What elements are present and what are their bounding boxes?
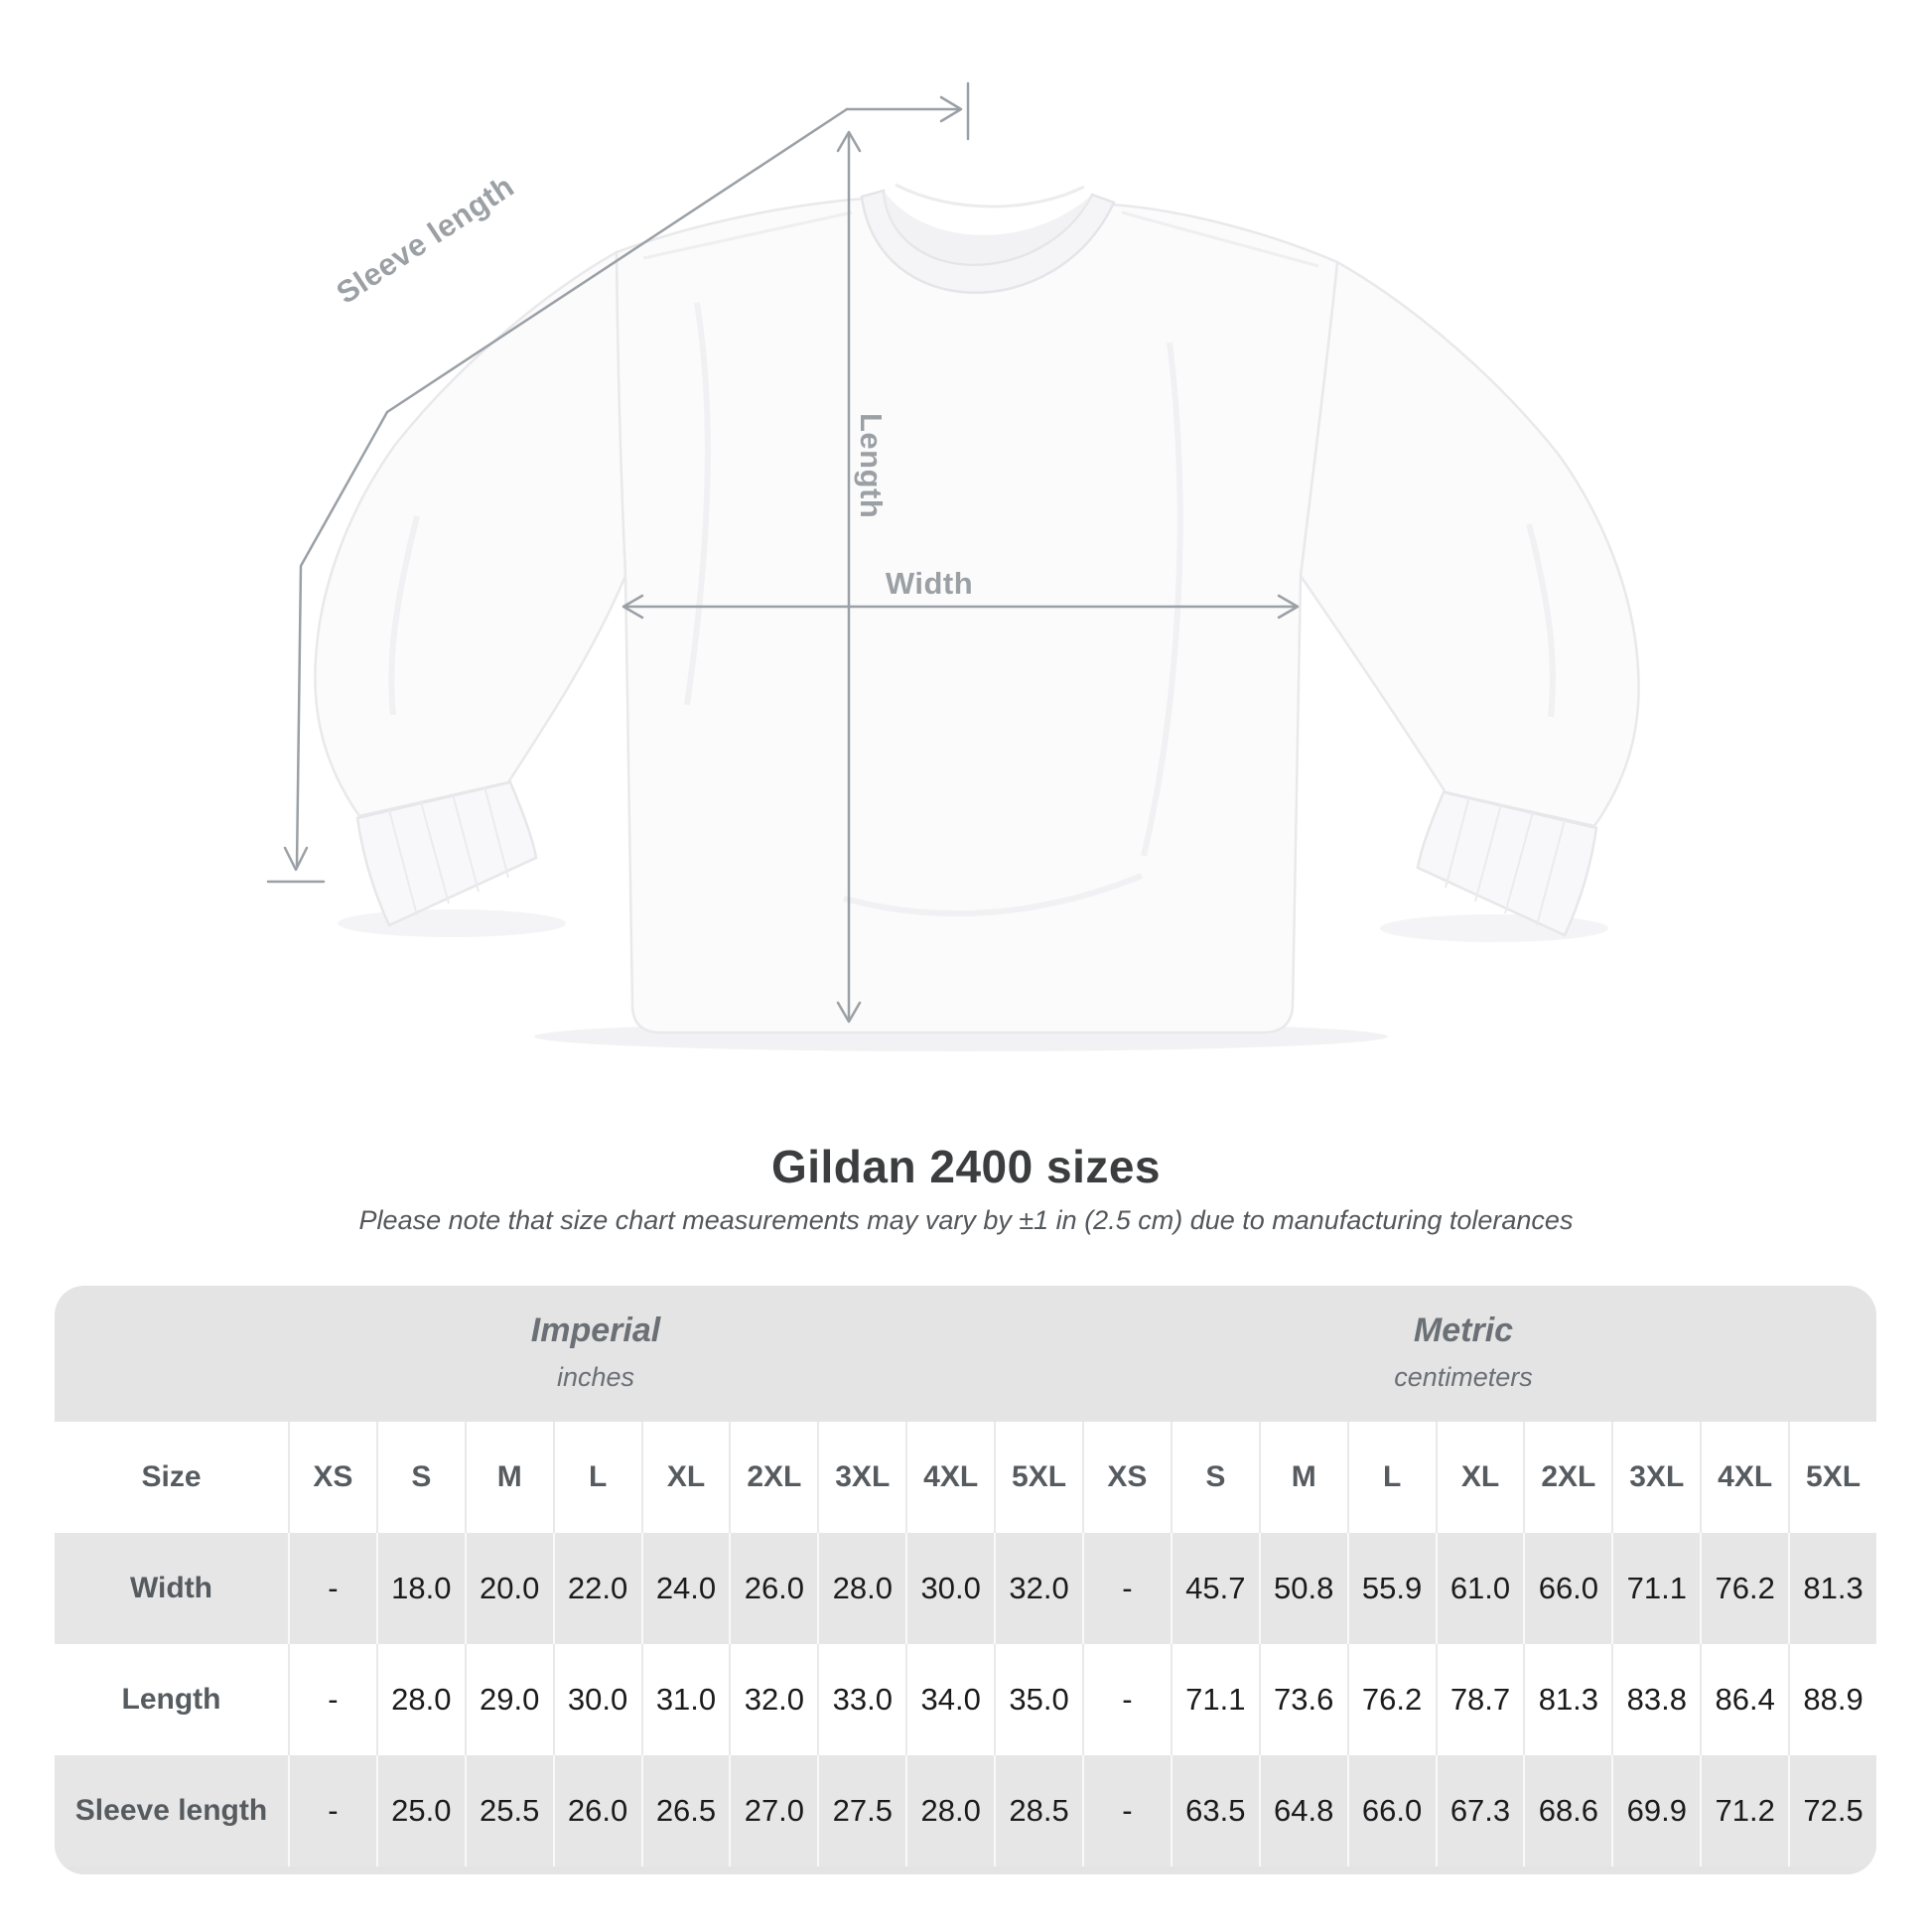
value-cell: 33.0 <box>817 1644 905 1755</box>
col-header: 3XL <box>817 1422 905 1533</box>
col-header: 5XL <box>994 1422 1082 1533</box>
value-cell: - <box>1082 1755 1171 1866</box>
table-row-sleeve-length <box>55 1755 1876 1866</box>
value-cell: 30.0 <box>905 1533 994 1644</box>
value-cell: 31.0 <box>641 1644 730 1755</box>
value-cell: 76.2 <box>1700 1533 1788 1644</box>
value-cell: 50.8 <box>1259 1533 1347 1644</box>
value-cell: 61.0 <box>1436 1533 1524 1644</box>
value-cell: 45.7 <box>1171 1533 1259 1644</box>
col-header: S <box>376 1422 465 1533</box>
size-table <box>55 1286 1876 1874</box>
col-header: 2XL <box>1523 1422 1611 1533</box>
value-cell: 26.0 <box>729 1533 817 1644</box>
row-label: Width <box>129 1572 213 1604</box>
value-cell: 81.3 <box>1523 1644 1611 1755</box>
value-cell: 71.2 <box>1700 1755 1788 1866</box>
col-header: 4XL <box>905 1422 994 1533</box>
value-cell: 28.0 <box>817 1533 905 1644</box>
col-header: XL <box>641 1422 730 1533</box>
value-cell: 71.1 <box>1611 1533 1700 1644</box>
value-cell: 88.9 <box>1788 1644 1876 1755</box>
value-cell: 76.2 <box>1347 1644 1436 1755</box>
table-header-row <box>55 1422 1876 1533</box>
imperial-header <box>531 1311 660 1393</box>
unit-band <box>55 1286 1876 1422</box>
value-cell: 26.0 <box>553 1755 641 1866</box>
col-header: XL <box>1436 1422 1524 1533</box>
value-cell: 55.9 <box>1347 1533 1436 1644</box>
shirt-right-sleeve <box>1301 262 1639 826</box>
value-cell: - <box>288 1533 376 1644</box>
page-title: Gildan 2400 sizes <box>770 1141 1162 1192</box>
col-header: M <box>465 1422 553 1533</box>
value-cell: 18.0 <box>376 1533 465 1644</box>
value-cell: 25.0 <box>376 1755 465 1866</box>
value-cell: 64.8 <box>1259 1755 1347 1866</box>
value-cell: 78.7 <box>1436 1644 1524 1755</box>
value-cell: 26.5 <box>641 1755 730 1866</box>
value-cell: 35.0 <box>994 1644 1082 1755</box>
value-cell: 71.1 <box>1171 1644 1259 1755</box>
value-cell: 72.5 <box>1788 1755 1876 1866</box>
value-cell: 66.0 <box>1347 1755 1436 1866</box>
value-cell: 32.0 <box>729 1644 817 1755</box>
value-cell: 25.5 <box>465 1755 553 1866</box>
value-cell: 28.0 <box>376 1644 465 1755</box>
value-cell: 81.3 <box>1788 1533 1876 1644</box>
size-column-header: Size <box>141 1460 202 1493</box>
table-row-width <box>55 1533 1876 1644</box>
value-cell: 34.0 <box>905 1644 994 1755</box>
value-cell: 73.6 <box>1259 1644 1347 1755</box>
value-cell: 68.6 <box>1523 1755 1611 1866</box>
value-cell: 69.9 <box>1611 1755 1700 1866</box>
value-cell: 86.4 <box>1700 1644 1788 1755</box>
value-cell: 28.0 <box>905 1755 994 1866</box>
value-cell: 30.0 <box>553 1644 641 1755</box>
col-header: L <box>553 1422 641 1533</box>
col-header: 2XL <box>729 1422 817 1533</box>
title-block <box>0 1140 1932 1236</box>
col-header: S <box>1171 1422 1259 1533</box>
value-cell: 27.5 <box>817 1755 905 1866</box>
sleeve-length-label: Sleeve length <box>330 168 520 311</box>
value-cell: 28.5 <box>994 1755 1082 1866</box>
col-header: XS <box>1082 1422 1171 1533</box>
shirt-body <box>617 199 1337 1033</box>
col-header: M <box>1259 1422 1347 1533</box>
value-cell: 22.0 <box>553 1533 641 1644</box>
value-cell: 27.0 <box>729 1755 817 1866</box>
table-row-length <box>55 1644 1876 1755</box>
metric-title: Metric <box>1413 1311 1514 1349</box>
value-cell: - <box>1082 1533 1171 1644</box>
value-cell: 29.0 <box>465 1644 553 1755</box>
value-cell: 83.8 <box>1611 1644 1700 1755</box>
col-header: L <box>1347 1422 1436 1533</box>
row-label: Length <box>121 1683 221 1716</box>
page-subtitle: Please note that size chart measurements may vary by ±1 in (2.5 cm) due to manufacturing tolerances <box>358 1205 1574 1235</box>
metric-header <box>1394 1311 1533 1393</box>
value-cell: 20.0 <box>465 1533 553 1644</box>
value-cell: 24.0 <box>641 1533 730 1644</box>
col-header: XS <box>288 1422 376 1533</box>
value-cell: 66.0 <box>1523 1533 1611 1644</box>
value-cell: - <box>288 1644 376 1755</box>
shirt-left-sleeve <box>315 252 625 816</box>
value-cell: - <box>1082 1644 1171 1755</box>
width-label: Width <box>885 566 974 601</box>
value-cell: 67.3 <box>1436 1755 1524 1866</box>
col-header: 4XL <box>1700 1422 1788 1533</box>
metric-subtitle: centimeters <box>1394 1362 1533 1392</box>
imperial-title: Imperial <box>530 1311 661 1349</box>
value-cell: - <box>288 1755 376 1866</box>
value-cell: 63.5 <box>1171 1755 1259 1866</box>
length-label: Length <box>854 413 889 519</box>
col-header: 5XL <box>1788 1422 1876 1533</box>
value-cell: 32.0 <box>994 1533 1082 1644</box>
col-header: 3XL <box>1611 1422 1700 1533</box>
row-label: Sleeve length <box>74 1794 268 1827</box>
imperial-subtitle: inches <box>556 1362 635 1392</box>
